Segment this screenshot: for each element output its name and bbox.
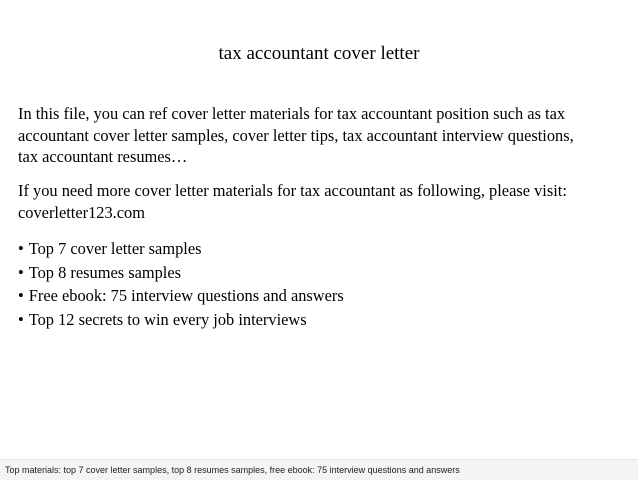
intro-line: tax accountant resumes… bbox=[18, 147, 188, 166]
materials-bullet-list bbox=[18, 237, 344, 331]
bullet-text: Top 7 cover letter samples bbox=[28, 239, 202, 258]
more-materials-line: If you need more cover letter materials for tax accountant as following, please visit: bbox=[18, 181, 567, 200]
website-link-text: coverletter123.com bbox=[18, 202, 145, 222]
slide-title: tax accountant cover letter bbox=[218, 43, 420, 64]
intro-line: accountant cover letter samples, cover letter tips, tax accountant interview questions, bbox=[18, 125, 574, 145]
footer-text: Top materials: top 7 cover letter samples, top 8 resumes samples, free ebook: 75 interview questions and answers bbox=[5, 465, 460, 475]
bullet-icon: • bbox=[18, 262, 24, 282]
bullet-text: Top 12 secrets to win every job interviews bbox=[28, 309, 307, 329]
bullet-icon: • bbox=[18, 286, 24, 305]
intro-line: In this file, you can ref cover letter materials for tax accountant position such as tax bbox=[18, 104, 566, 123]
bullet-text: Free ebook: 75 interview questions and answers bbox=[28, 286, 344, 305]
intro-paragraph bbox=[18, 103, 630, 168]
bullet-icon: • bbox=[18, 309, 24, 329]
bullet-item bbox=[18, 284, 344, 308]
more-materials-paragraph bbox=[18, 180, 630, 223]
bullet-item bbox=[18, 308, 344, 332]
bullet-text: Top 8 resumes samples bbox=[28, 262, 182, 282]
bullet-icon: • bbox=[18, 239, 24, 258]
footer-bar bbox=[0, 459, 638, 480]
bullet-item bbox=[18, 261, 344, 285]
bullet-item bbox=[18, 237, 344, 261]
